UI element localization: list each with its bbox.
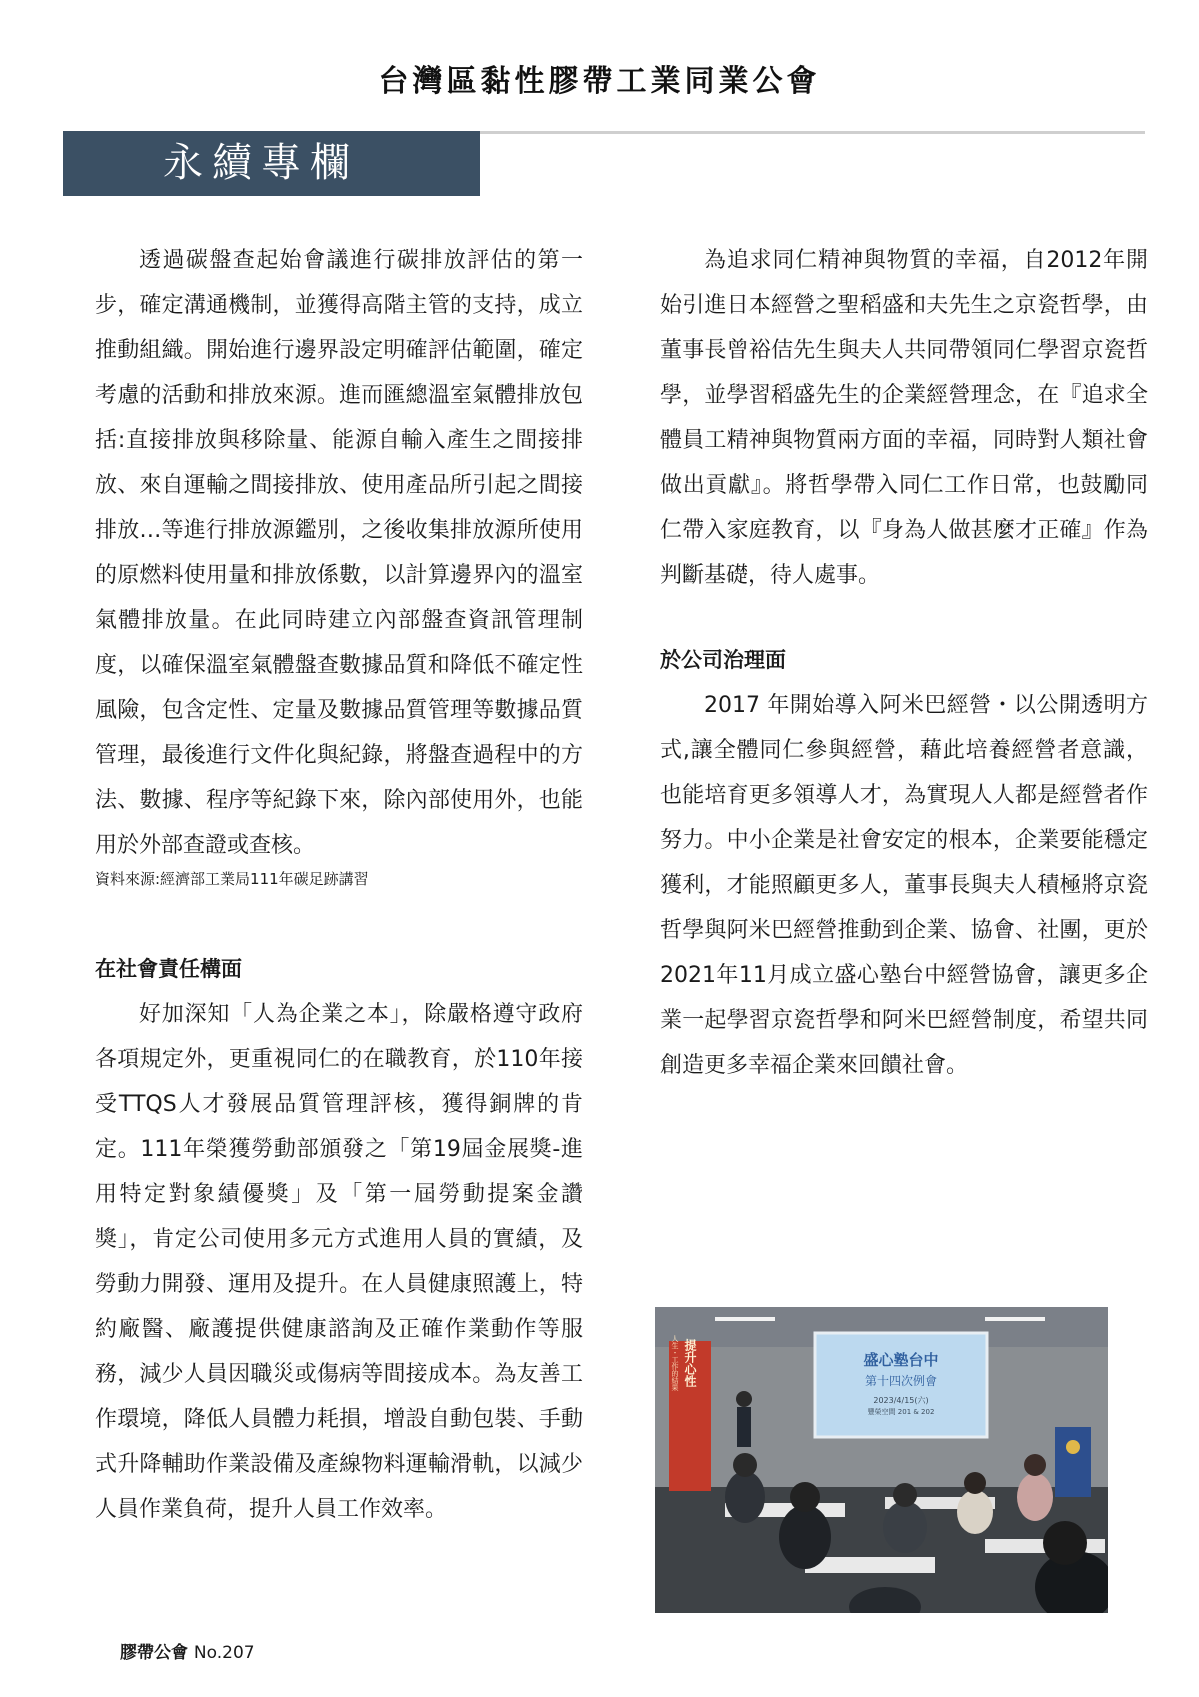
right-column bbox=[660, 238, 1148, 1088]
magazine-name: 膠帶公會 bbox=[120, 1643, 188, 1663]
social-responsibility-paragraph: 好加深知「人為企業之本」，除嚴格遵守政府各項規定外，更重視同仁的在職教育，於110年接受TTQS人才發展品質管理評核，獲得銅牌的肯定。111年榮獲勞動部頒發之「第19屆金展獎-進用特定對象績優獎」及「第一屆勞動提案金讚獎」，肯定公司使用多元方式進用人員的實績，及勞動力開發、運用及提升。在人員健康照護上，特約廠醫、廠護提供健康諮詢及正確作業動作等服務，減少人員因職災或傷病等間接成本。為友善工作環境，降低人員體力耗損，增設自動包裝、手動式升降輔助作業設備及產線物料運輸滑軌，以減少人員作業負荷，提升人員工作效率。 bbox=[95, 1002, 583, 1522]
banner-side-text: 人生・工作的結果 bbox=[671, 1335, 679, 1391]
social-responsibility-heading: 在社會責任構面 bbox=[95, 957, 242, 981]
screen-title-text: 盛心塾台中 bbox=[863, 1351, 939, 1369]
banner-main-text: 提升心性 bbox=[683, 1339, 697, 1387]
carbon-inventory-paragraph: 透過碳盤查起始會議進行碳排放評估的第一步，確定溝通機制，並獲得高階主管的支持，成立推動組織。開始進行邊界設定明確評估範圍，確定考慮的活動和排放來源。進而匯總溫室氣體排放包括:直接排放與移除量、能源自輸入產生之間接排放、來自運輸之間接排放、使用產品所引起之間接排放…等進行排放源鑑別，之後收集排放源所使用的原燃料使用量和排放係數，以計算邊界內的溫室氣體排放量。在此同時建立內部盤查資訊管理制度，以確保溫室氣體盤查數據品質和降低不確定性風險，包含定性、定量及數據品質管理等數據品質管理，最後進行文件化與紀錄，將盤查過程中的方法、數據、程序等紀錄下來，除內部使用外，也能用於外部查證或查核。 bbox=[95, 248, 583, 858]
left-column bbox=[95, 238, 583, 1532]
meeting-photo bbox=[655, 1307, 1108, 1613]
source-note: 資料來源:經濟部工業局111年碳足跡講習 bbox=[95, 870, 369, 888]
header-rule bbox=[480, 131, 1145, 134]
corporate-governance-heading: 於公司治理面 bbox=[660, 648, 786, 672]
screen-place-text: 豐榮空間 201 & 202 bbox=[867, 1408, 935, 1416]
screen-subtitle-text: 第十四次例會 bbox=[864, 1374, 938, 1388]
org-title: 台灣區黏性膠帶工業同業公會 bbox=[378, 64, 821, 99]
corporate-governance-paragraph: 2017 年開始導入阿米巴經營・以公開透明方式,讓全體同仁參與經營，藉此培養經營者意識，也能培育更多領導人才，為實現人人都是經營者作努力。中小企業是社會安定的根本，企業要能穩定獲利，才能照顧更多人，董事長與夫人積極將京瓷哲學與阿米巴經營推動到企業、協會、社團，更於2021年11月成立盛心塾台中經營協會，讓更多企業一起學習京瓷哲學和阿米巴經營制度，希望共同創造更多幸福企業來回饋社會。 bbox=[660, 693, 1148, 1078]
page-footer bbox=[120, 1638, 255, 1663]
issue-number: No.207 bbox=[193, 1643, 255, 1663]
screen-date-text: 2023/4/15(六) bbox=[873, 1396, 929, 1405]
section-title-banner: 永續專欄 bbox=[63, 131, 480, 196]
kyocera-philosophy-paragraph: 為追求同仁精神與物質的幸福，自2012年開始引進日本經營之聖稻盛和夫先生之京瓷哲學，由董事長曾裕佶先生與夫人共同帶領同仁學習京瓷哲學，並學習稻盛先生的企業經營理念，在『追求全體員工精神與物質兩方面的幸福，同時對人類社會做出貢獻』。將哲學帶入同仁工作日常，也鼓勵同仁帶入家庭教育，以『身為人做甚麼才正確』作為判斷基礎，待人處事。 bbox=[660, 248, 1148, 588]
